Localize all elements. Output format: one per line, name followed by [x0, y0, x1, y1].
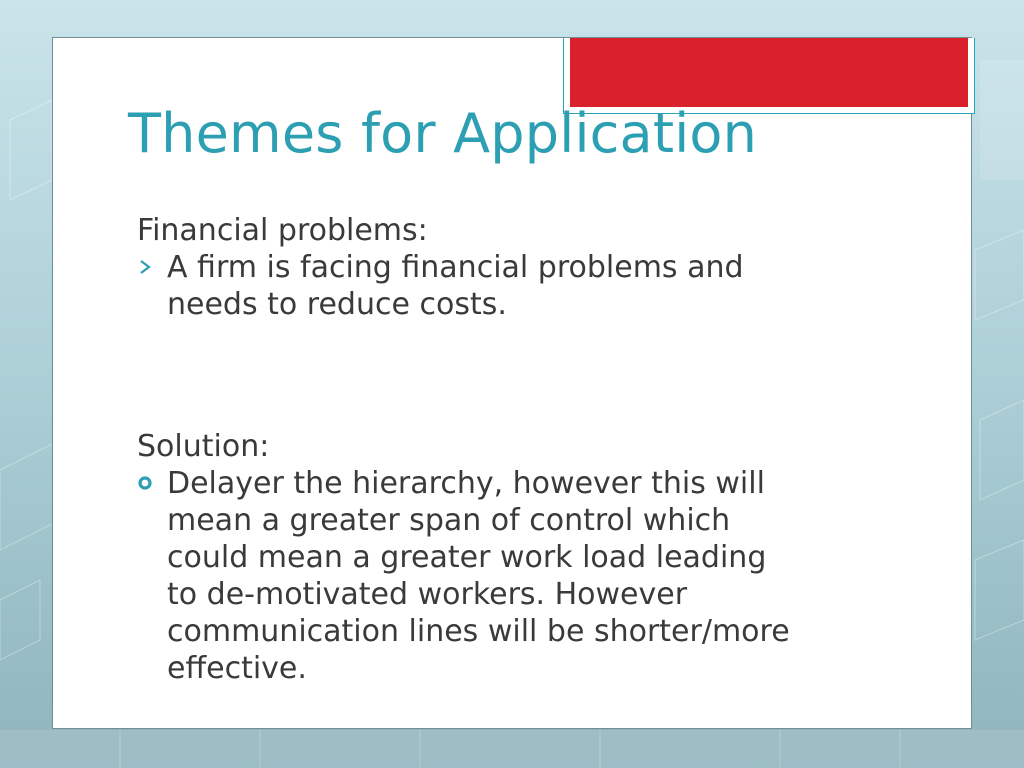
bullet-line: could mean a greater work load leading: [167, 540, 767, 575]
bullet-line: effective.: [167, 651, 307, 686]
slide: [52, 37, 972, 729]
bullet-item: [137, 249, 744, 323]
bullet-line: mean a greater span of control which: [167, 503, 731, 538]
section-heading: Financial problems:: [137, 213, 428, 248]
financial-problems-section: [137, 212, 744, 323]
bullet-line: communication lines will be shorter/more: [167, 614, 790, 649]
slide-title: Themes for Application: [128, 102, 758, 165]
bullet-line: Delayer the hierarchy, however this will: [167, 466, 765, 501]
bullet-line: A firm is facing financial problems and: [167, 250, 744, 285]
solution-section: [137, 428, 790, 687]
arrow-bullet-icon: [137, 259, 153, 275]
title-accent-block: [570, 38, 968, 107]
bullet-line: needs to reduce costs.: [167, 287, 507, 322]
bullet-item: [137, 465, 790, 687]
bullet-line: to de-motivated workers. However: [167, 577, 688, 612]
circle-bullet-icon: [137, 475, 153, 491]
section-heading: Solution:: [137, 429, 270, 464]
